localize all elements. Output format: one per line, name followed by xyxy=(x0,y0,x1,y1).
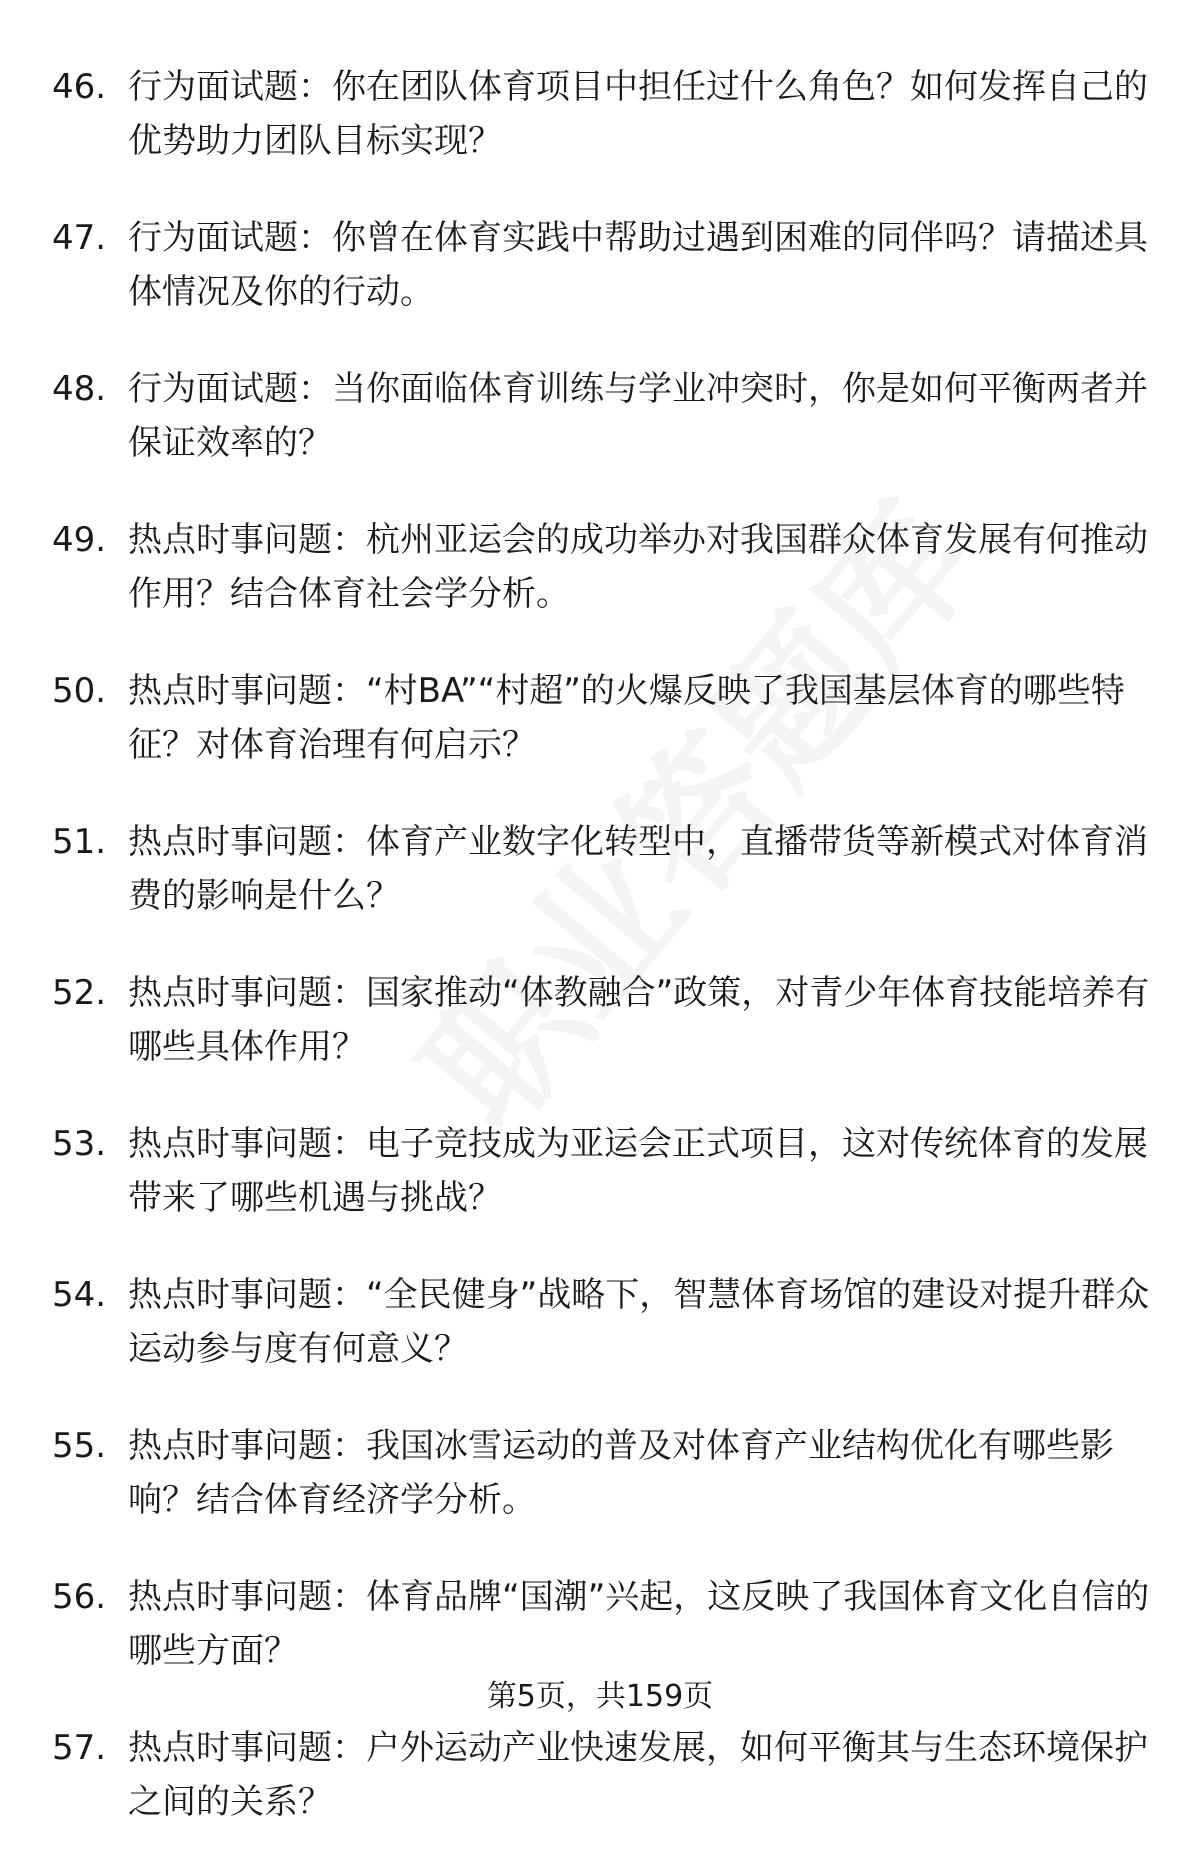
question-text: 热点时事问题：体育品牌“国潮”兴起，这反映了我国体育文化自信的哪些方面？ xyxy=(128,1577,1150,1671)
question-text: 热点时事问题：杭州亚运会的成功举办对我国群众体育发展有何推动作用？结合体育社会学分析。 xyxy=(128,520,1148,614)
question-item xyxy=(52,1721,1152,1829)
question-list xyxy=(52,60,1152,1872)
question-text: 热点时事问题：国家推动“体教融合”政策，对青少年体育技能培养有哪些具体作用？ xyxy=(128,973,1150,1067)
question-text: 行为面试题：当你面临体育训练与学业冲突时，你是如何平衡两者并保证效率的？ xyxy=(128,369,1148,463)
question-item xyxy=(52,1419,1152,1527)
question-item xyxy=(52,1570,1152,1678)
question-item xyxy=(52,1268,1152,1376)
question-text: 热点时事问题：我国冰雪运动的普及对体育产业结构优化有哪些影响？结合体育经济学分析。 xyxy=(128,1426,1114,1520)
question-text: 热点时事问题：电子竞技成为亚运会正式项目，这对传统体育的发展带来了哪些机遇与挑战？ xyxy=(128,1124,1148,1218)
question-item xyxy=(52,362,1152,470)
question-text: 热点时事问题：户外运动产业快速发展，如何平衡其与生态环境保护之间的关系？ xyxy=(128,1728,1148,1822)
question-item xyxy=(52,1117,1152,1225)
question-text: 热点时事问题：“村BA”“村超”的火爆反映了我国基层体育的哪些特征？对体育治理有何启示？ xyxy=(128,671,1125,765)
question-number: 49. xyxy=(52,520,107,560)
question-number: 47. xyxy=(52,218,107,258)
question-number: 54. xyxy=(52,1275,107,1315)
question-item xyxy=(52,815,1152,923)
question-text: 热点时事问题：体育产业数字化转型中，直播带货等新模式对体育消费的影响是什么？ xyxy=(128,822,1148,916)
question-number: 48. xyxy=(52,369,107,409)
question-number: 51. xyxy=(52,822,107,862)
question-item xyxy=(52,211,1152,319)
page-footer: 第5页，共159页 xyxy=(486,1679,714,1714)
question-number: 52. xyxy=(52,973,107,1013)
question-item xyxy=(52,966,1152,1074)
question-number: 57. xyxy=(52,1728,107,1768)
question-item xyxy=(52,60,1152,168)
question-text: 行为面试题：你在团队体育项目中担任过什么角色？如何发挥自己的优势助力团队目标实现？ xyxy=(128,67,1148,161)
question-text: 热点时事问题：“全民健身”战略下，智慧体育场馆的建设对提升群众运动参与度有何意义？ xyxy=(128,1275,1150,1369)
question-number: 56. xyxy=(52,1577,107,1617)
question-number: 53. xyxy=(52,1124,107,1164)
question-text: 行为面试题：你曾在体育实践中帮助过遇到困难的同伴吗？请描述具体情况及你的行动。 xyxy=(128,218,1148,312)
question-item xyxy=(52,513,1152,621)
question-number: 50. xyxy=(52,671,107,711)
question-number: 46. xyxy=(52,67,107,107)
question-item xyxy=(52,664,1152,772)
question-number: 55. xyxy=(52,1426,107,1466)
